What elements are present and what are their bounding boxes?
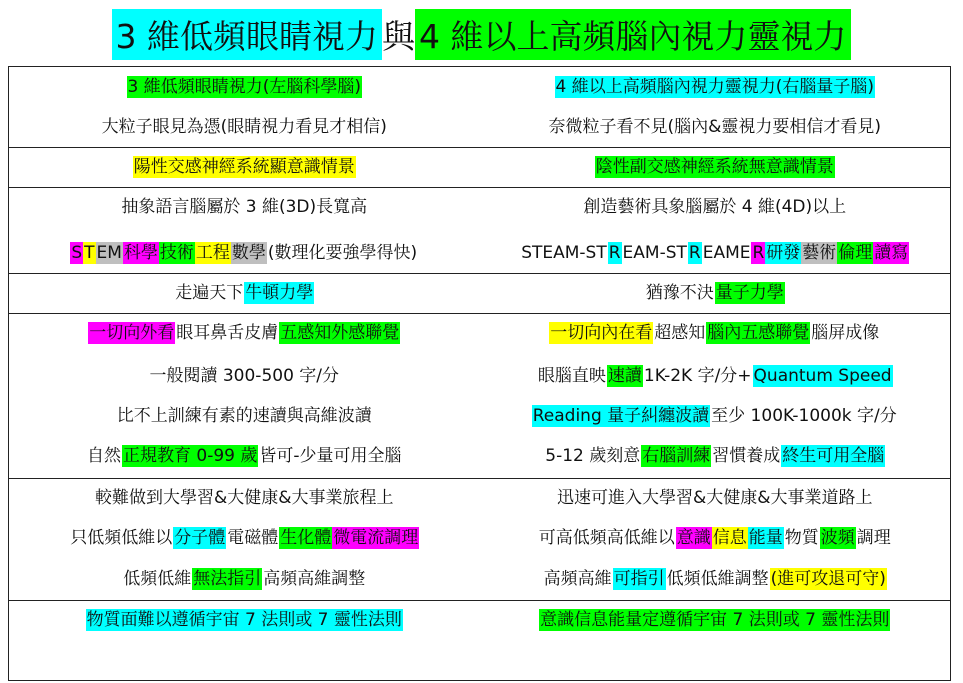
- highlighted-text: 一切向內在看: [550, 322, 653, 343]
- table-row: [9, 600, 950, 640]
- highlighted-text: 波頻: [820, 527, 855, 548]
- right-cell: [480, 233, 951, 273]
- highlighted-text: 分子體: [174, 527, 226, 548]
- cell-text: EAM-ST: [622, 242, 687, 263]
- highlighted-text: (進可攻退可守): [770, 568, 886, 589]
- highlighted-text: 技術: [159, 242, 194, 263]
- highlighted-text: 陽性交感神經系統顯意識情景: [133, 156, 355, 177]
- page-title: [6, 0, 956, 68]
- highlighted-text: 量子力學: [715, 282, 784, 303]
- table-row: [9, 187, 950, 227]
- highlighted-text: 終生可用全腦: [782, 445, 885, 466]
- highlighted-text: 4 維以上高頻腦內視力靈視力(右腦量子腦): [555, 76, 874, 97]
- left-cell: [9, 600, 480, 640]
- cell-text: 5-12 歲刻意: [545, 445, 641, 466]
- highlighted-text: 無法指引: [193, 568, 262, 589]
- right-cell: [480, 396, 951, 436]
- left-cell: [9, 233, 480, 273]
- cell-text: STEAM-ST: [521, 242, 607, 263]
- comparison-table: [8, 66, 951, 681]
- left-cell: [9, 436, 480, 476]
- cell-text: 高頻高維: [543, 568, 612, 589]
- table-row: [9, 518, 950, 558]
- highlighted-text: S: [71, 242, 83, 263]
- highlighted-text: 可指引: [613, 568, 665, 589]
- right-cell: [480, 313, 951, 353]
- highlighted-text: 讀寫: [874, 242, 909, 263]
- cell-text: 物質: [784, 527, 819, 548]
- table-row: [9, 233, 950, 273]
- highlighted-text: 正規教育 0-99 歲: [122, 445, 258, 466]
- cell-text: 超感知: [654, 322, 706, 343]
- cell-text: 奈微粒子看不見(腦內&靈視力要相信才看見): [548, 116, 882, 137]
- cell-text: 至少 100K-1000k 字/分: [711, 405, 897, 426]
- table-row: [9, 147, 950, 187]
- cell-text: 眼腦直映: [537, 365, 606, 386]
- table-row: [9, 356, 950, 396]
- table-row: [9, 313, 950, 353]
- highlighted-text: R: [752, 242, 765, 263]
- highlighted-text: T: [84, 242, 95, 263]
- right-cell: [480, 147, 951, 187]
- highlighted-text: 物質面難以遵循宇宙 7 法則或 7 靈性法則: [86, 609, 402, 630]
- right-cell: [480, 273, 951, 313]
- right-cell: [480, 478, 951, 518]
- cell-text: 走遍天下: [175, 282, 244, 303]
- cell-text: 皆可-少量可用全腦: [259, 445, 402, 466]
- highlighted-text: 五感知外感聯覺: [280, 322, 400, 343]
- highlighted-text: 腦內五感聯覺: [707, 322, 810, 343]
- cell-text: 創造藝術具象腦屬於 4 維(4D)以上: [583, 196, 847, 217]
- cell-text: 猶豫不決: [645, 282, 714, 303]
- title-mid: 與: [382, 16, 415, 56]
- highlighted-text: R: [688, 242, 701, 263]
- cell-text: 低頻低維: [123, 568, 192, 589]
- cell-text: 迅速可進入大學習&大健康&大事業道路上: [556, 487, 873, 508]
- cell-text: 只低頻低維以: [70, 527, 173, 548]
- highlighted-text: 速讀: [607, 365, 642, 386]
- highlighted-text: Reading 量子糾纏波讀: [532, 405, 710, 426]
- cell-text: 大粒子眼見為憑(眼睛視力看見才相信): [101, 116, 387, 137]
- highlighted-text: 倫理: [838, 242, 873, 263]
- highlighted-text: 微電流調理: [333, 527, 419, 548]
- title-left: 3 維低頻眼睛視力: [112, 9, 383, 60]
- highlighted-text: 工程: [195, 242, 230, 263]
- cell-text: 一般閱讀 300-500 字/分: [149, 365, 340, 386]
- cell-text: 高頻高維調整: [263, 568, 366, 589]
- right-cell: [480, 559, 951, 599]
- cell-text: 比不上訓練有素的速讀與高維波讀: [116, 405, 372, 426]
- highlighted-text: 科學: [123, 242, 158, 263]
- cell-text: 1K-2K 字/分+: [643, 365, 752, 386]
- highlighted-text: 右腦訓練: [642, 445, 711, 466]
- cell-text: 調理: [856, 527, 891, 548]
- highlighted-text: Quantum Speed: [753, 365, 892, 386]
- highlighted-text: 研發: [766, 242, 801, 263]
- highlighted-text: 生化體: [280, 527, 332, 548]
- left-cell: [9, 356, 480, 396]
- highlighted-text: 藝術: [802, 242, 837, 263]
- cell-text: 較難做到大學習&大健康&大事業旅程上: [94, 487, 394, 508]
- highlighted-text: R: [608, 242, 621, 263]
- table-row: [9, 559, 950, 599]
- cell-text: 腦屏成像: [811, 322, 880, 343]
- cell-text: 可高低頻高低維以: [538, 527, 675, 548]
- cell-text: 低頻低維調整: [666, 568, 769, 589]
- cell-text: 電磁體: [227, 527, 279, 548]
- highlighted-text: 信息: [712, 527, 747, 548]
- left-cell: [9, 396, 480, 436]
- highlighted-text: 數學: [231, 242, 266, 263]
- table-row: [9, 436, 950, 476]
- right-cell: [480, 107, 951, 147]
- highlighted-text: 一切向外看: [89, 322, 175, 343]
- cell-text: 眼耳鼻舌皮膚: [176, 322, 279, 343]
- cell-text: 習慣養成: [712, 445, 781, 466]
- right-cell: [480, 600, 951, 640]
- left-cell: [9, 518, 480, 558]
- table-row: [9, 478, 950, 518]
- table-row: [9, 396, 950, 436]
- highlighted-text: EM: [96, 242, 122, 263]
- cell-text: (數理化要強學得快): [267, 242, 418, 263]
- highlighted-text: 意識信息能量定遵循宇宙 7 法則或 7 靈性法則: [540, 609, 890, 630]
- left-cell: [9, 67, 480, 107]
- left-cell: [9, 313, 480, 353]
- right-cell: [480, 187, 951, 227]
- left-cell: [9, 273, 480, 313]
- left-cell: [9, 478, 480, 518]
- cell-text: 自然: [86, 445, 121, 466]
- table-row: [9, 67, 950, 107]
- right-cell: [480, 356, 951, 396]
- left-cell: [9, 559, 480, 599]
- left-cell: [9, 187, 480, 227]
- highlighted-text: 牛頓力學: [245, 282, 314, 303]
- right-cell: [480, 436, 951, 476]
- table-row: [9, 107, 950, 147]
- cell-text: 抽象語言腦屬於 3 維(3D)長寬高: [121, 196, 368, 217]
- title-right: 4 維以上高頻腦內視力靈視力: [415, 9, 851, 60]
- highlighted-text: 陰性副交感神經系統無意識情景: [595, 156, 834, 177]
- right-cell: [480, 518, 951, 558]
- right-cell: [480, 67, 951, 107]
- highlighted-text: 3 維低頻眼睛視力(左腦科學腦): [127, 76, 361, 97]
- table-row: [9, 273, 950, 313]
- highlighted-text: 意識: [676, 527, 711, 548]
- cell-text: EAME: [702, 242, 751, 263]
- left-cell: [9, 147, 480, 187]
- left-cell: [9, 107, 480, 147]
- highlighted-text: 能量: [748, 527, 783, 548]
